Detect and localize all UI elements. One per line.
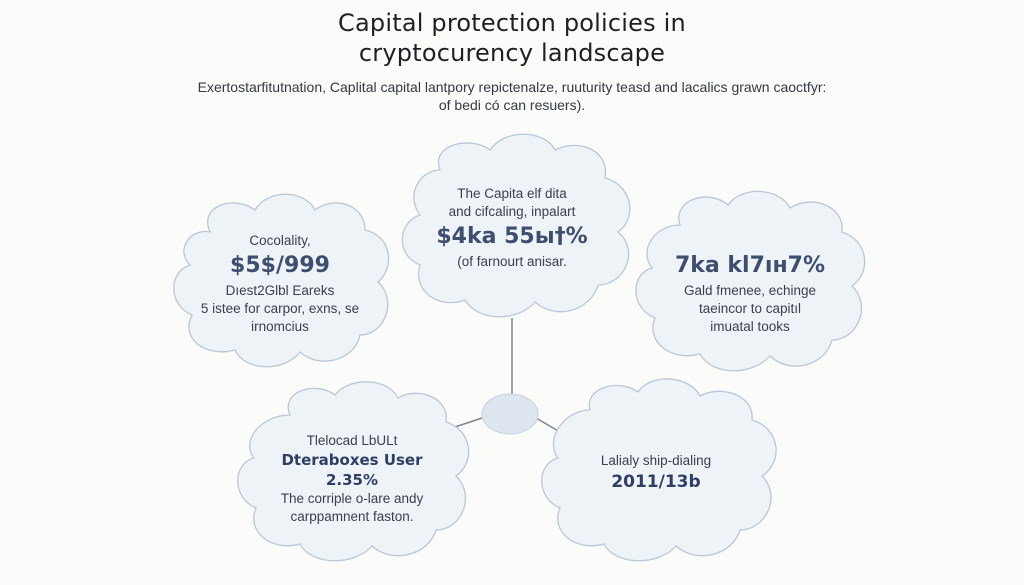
node-right-line-3: imuatal tooks (710, 319, 790, 334)
node-left-line-3: 5 istee for carpor, exns, se (200, 301, 360, 316)
node-right-line-1: Gald fmenee, echinge (683, 283, 817, 298)
node-right-value: 7ka kl7ıн7% (674, 253, 825, 278)
node-bottom-left-line-2: Dteraboxes User (281, 451, 423, 469)
node-bottom-right-value: 2011/13b (611, 472, 701, 492)
node-top-line-3: (of farnourt anisar. (457, 254, 567, 269)
node-left-value: $5$/999 (230, 253, 330, 278)
node-left-line-4: irnomcius (251, 319, 309, 334)
hub-node (482, 394, 538, 434)
node-top-value: $4ka 55ы†% (436, 224, 588, 249)
node-right (650, 250, 850, 336)
node-bottom-right-line-1: Lalialy ship-dialing (600, 453, 712, 468)
subtitle-line-1: Exertostarfitutnation, Caplital capital lantpory repictenalze, ruuturity teasd and lacalics grawn caoctfyr: (197, 79, 827, 95)
node-bottom-left-line-1: Tlelocad LbULt (306, 433, 398, 448)
node-left-line-2: Dıest2Glbl Eareks (225, 283, 335, 298)
node-bottom-left-line-3: 2.35% (325, 471, 379, 489)
node-bottom-left (252, 432, 452, 526)
node-right-line-2: taeincor to capitıl (698, 301, 802, 316)
connector-bottom-right (536, 418, 560, 432)
node-bottom-left-line-5: carppamnent faston. (290, 509, 414, 524)
title-line-2: cryptocurency landscape (358, 39, 666, 67)
node-bottom-right (556, 452, 756, 494)
node-top-line-1: The Capita elf dita (457, 186, 567, 201)
node-left-line-1: Cocolality, (249, 233, 311, 248)
node-bottom-left-line-4: The corriple o-lare andy (280, 491, 424, 506)
node-top (412, 185, 612, 271)
title-line-1: Capital protection policies in (338, 9, 686, 37)
node-left (180, 232, 380, 336)
subtitle-line-2: of bedi có can resuers). (438, 97, 586, 113)
node-top-line-2: and cifcaling, inpalart (448, 204, 576, 219)
